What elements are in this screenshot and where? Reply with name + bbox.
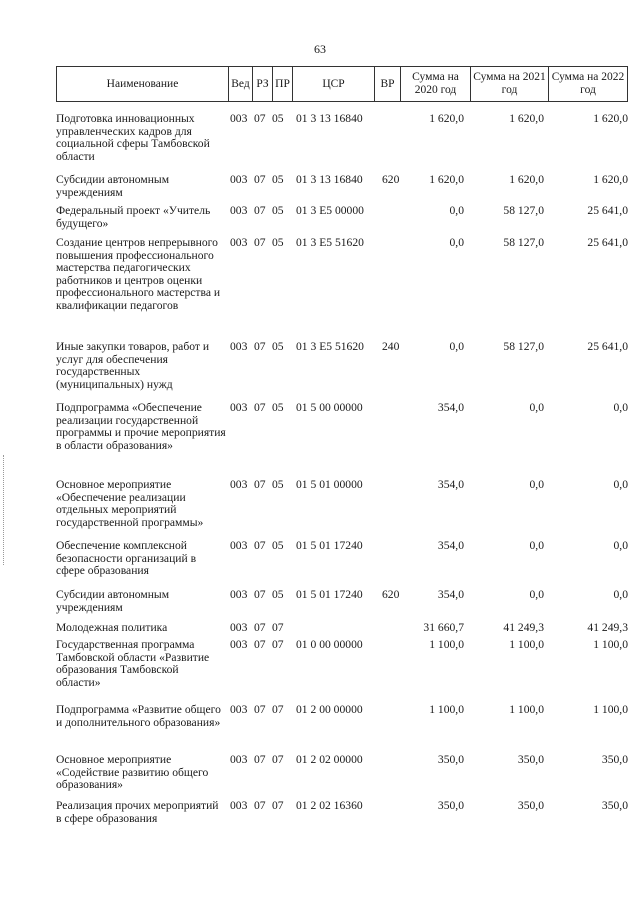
header-csr: ЦСР xyxy=(293,67,375,101)
row-pr: 07 xyxy=(272,753,284,766)
row-csr: 01 3 E5 51620 xyxy=(296,340,364,353)
row-csr: 01 5 01 17240 xyxy=(296,539,363,552)
row-name: Иные закупки товаров, работ и услуг для обеспечения государственных (муниципальных) нужд xyxy=(56,340,210,391)
row-ved: 003 xyxy=(230,539,248,552)
row-sum-2022: 25 641,0 xyxy=(587,204,628,217)
row-name: Подпрограмма «Обеспечение реализации государственной программы и прочие мероприятия в области образования» xyxy=(56,401,226,452)
row-csr: 01 0 00 00000 xyxy=(296,638,363,651)
row-rz: 07 xyxy=(254,799,266,812)
row-name: Подготовка инновационных управленческих кадров для социальной сферы Тамбовской области xyxy=(56,112,210,163)
row-name: Основное мероприятие «Обеспечение реализации отдельных мероприятий государственной программы» xyxy=(56,478,204,529)
row-pr: 05 xyxy=(272,112,284,125)
header-sum-2022: Сумма на 2022 год xyxy=(551,71,625,96)
row-ved: 003 xyxy=(230,204,248,217)
row-ved: 003 xyxy=(230,401,248,414)
header-rz: РЗ xyxy=(253,67,273,101)
row-sum-2021: 350,0 xyxy=(517,753,544,766)
row-rz: 07 xyxy=(254,478,266,491)
page-number: 63 xyxy=(314,42,326,56)
row-name: Реализация прочих мероприятий в сфере образования xyxy=(56,799,219,825)
row-vr: 620 xyxy=(382,588,400,601)
row-pr: 05 xyxy=(272,588,284,601)
row-rz: 07 xyxy=(254,236,266,249)
row-sum-2022: 1 100,0 xyxy=(593,703,628,716)
row-csr: 01 3 E5 00000 xyxy=(296,204,364,217)
row-csr: 01 2 02 00000 xyxy=(296,753,363,766)
row-rz: 07 xyxy=(254,588,266,601)
row-sum-2021: 0,0 xyxy=(529,539,544,552)
row-sum-2021: 58 127,0 xyxy=(503,236,544,249)
row-sum-2020: 354,0 xyxy=(437,401,464,414)
row-ved: 003 xyxy=(230,638,248,651)
row-csr: 01 3 E5 51620 xyxy=(296,236,364,249)
row-ved: 003 xyxy=(230,621,248,634)
header-sum-2021: Сумма на 2021 год xyxy=(471,67,549,101)
row-sum-2021: 1 100,0 xyxy=(509,638,544,651)
row-sum-2020: 354,0 xyxy=(437,588,464,601)
row-sum-2022: 25 641,0 xyxy=(587,236,628,249)
row-sum-2022: 350,0 xyxy=(601,799,628,812)
row-sum-2022: 1 620,0 xyxy=(593,173,628,186)
row-sum-2021: 58 127,0 xyxy=(503,340,544,353)
margin-mark xyxy=(3,455,6,565)
row-pr: 05 xyxy=(272,401,284,414)
row-ved: 003 xyxy=(230,799,248,812)
row-sum-2022: 41 249,3 xyxy=(587,621,628,634)
row-ved: 003 xyxy=(230,753,248,766)
row-name: Федеральный проект «Учитель будущего» xyxy=(56,204,211,230)
row-sum-2020: 350,0 xyxy=(437,753,464,766)
row-sum-2022: 0,0 xyxy=(613,401,628,414)
row-sum-2020: 1 620,0 xyxy=(429,112,464,125)
row-sum-2020: 1 100,0 xyxy=(429,638,464,651)
header-ved: Вед xyxy=(229,67,253,101)
row-sum-2020: 354,0 xyxy=(437,539,464,552)
row-sum-2022: 350,0 xyxy=(601,753,628,766)
row-sum-2021: 0,0 xyxy=(529,401,544,414)
row-name: Создание центров непрерывного повышения профессионального мастерства педагогических работников и центров оценки профессионального мастерства и квалификации педагогов xyxy=(56,236,221,312)
row-csr: 01 2 00 00000 xyxy=(296,703,363,716)
row-rz: 07 xyxy=(254,621,266,634)
row-ved: 003 xyxy=(230,588,248,601)
row-name: Основное мероприятие «Содействие развитию общего образования» xyxy=(56,753,209,792)
row-sum-2020: 1 620,0 xyxy=(429,173,464,186)
row-pr: 07 xyxy=(272,638,284,651)
row-pr: 05 xyxy=(272,539,284,552)
row-name: Субсидии автономным учреждениям xyxy=(56,588,170,614)
row-rz: 07 xyxy=(254,539,266,552)
row-csr: 01 2 02 16360 xyxy=(296,799,363,812)
row-rz: 07 xyxy=(254,204,266,217)
header-pr: ПР xyxy=(273,67,293,101)
row-ved: 003 xyxy=(230,703,248,716)
row-ved: 003 xyxy=(230,236,248,249)
row-sum-2021: 1 620,0 xyxy=(509,173,544,186)
row-sum-2022: 0,0 xyxy=(613,588,628,601)
row-sum-2020: 31 660,7 xyxy=(423,621,464,634)
row-ved: 003 xyxy=(230,340,248,353)
row-ved: 003 xyxy=(230,112,248,125)
row-csr: 01 5 01 00000 xyxy=(296,478,363,491)
row-name: Субсидии автономным учреждениям xyxy=(56,173,170,199)
header-name: Наименование xyxy=(57,67,229,101)
row-pr: 05 xyxy=(272,204,284,217)
row-rz: 07 xyxy=(254,173,266,186)
row-sum-2020: 0,0 xyxy=(449,204,464,217)
row-sum-2021: 1 620,0 xyxy=(509,112,544,125)
row-name: Молодежная политика xyxy=(56,621,168,634)
row-ved: 003 xyxy=(230,478,248,491)
row-rz: 07 xyxy=(254,638,266,651)
row-vr: 240 xyxy=(382,340,400,353)
row-rz: 07 xyxy=(254,703,266,716)
header-vr: ВР xyxy=(375,67,401,101)
row-csr: 01 5 00 00000 xyxy=(296,401,363,414)
row-pr: 05 xyxy=(272,478,284,491)
row-rz: 07 xyxy=(254,340,266,353)
row-sum-2021: 1 100,0 xyxy=(509,703,544,716)
row-ved: 003 xyxy=(230,173,248,186)
row-rz: 07 xyxy=(254,401,266,414)
row-pr: 07 xyxy=(272,621,284,634)
row-sum-2022: 25 641,0 xyxy=(587,340,628,353)
row-pr: 05 xyxy=(272,173,284,186)
row-sum-2021: 58 127,0 xyxy=(503,204,544,217)
row-name: Подпрограмма «Развитие общего и дополнительного образования» xyxy=(56,703,221,729)
row-sum-2020: 350,0 xyxy=(437,799,464,812)
row-rz: 07 xyxy=(254,112,266,125)
row-csr: 01 3 13 16840 xyxy=(296,173,363,186)
row-rz: 07 xyxy=(254,753,266,766)
row-sum-2022: 0,0 xyxy=(613,478,628,491)
row-sum-2022: 1 620,0 xyxy=(593,112,628,125)
row-name: Государственная программа Тамбовской области «Развитие образования Тамбовской области» xyxy=(56,638,210,689)
row-sum-2021: 0,0 xyxy=(529,478,544,491)
row-sum-2022: 1 100,0 xyxy=(593,638,628,651)
row-pr: 07 xyxy=(272,799,284,812)
row-name: Обеспечение комплексной безопасности организаций в сфере образования xyxy=(56,539,197,578)
row-pr: 07 xyxy=(272,703,284,716)
row-sum-2021: 350,0 xyxy=(517,799,544,812)
row-sum-2020: 0,0 xyxy=(449,340,464,353)
table-header xyxy=(56,66,628,102)
row-sum-2020: 1 100,0 xyxy=(429,703,464,716)
row-sum-2022: 0,0 xyxy=(613,539,628,552)
row-csr: 01 3 13 16840 xyxy=(296,112,363,125)
budget-table xyxy=(56,66,628,825)
header-sum-2020: Сумма на 2020 год xyxy=(401,67,471,101)
row-csr: 01 5 01 17240 xyxy=(296,588,363,601)
row-pr: 05 xyxy=(272,340,284,353)
row-pr: 05 xyxy=(272,236,284,249)
row-sum-2020: 354,0 xyxy=(437,478,464,491)
row-sum-2021: 0,0 xyxy=(529,588,544,601)
row-sum-2020: 0,0 xyxy=(449,236,464,249)
row-sum-2021: 41 249,3 xyxy=(503,621,544,634)
row-vr: 620 xyxy=(382,173,400,186)
